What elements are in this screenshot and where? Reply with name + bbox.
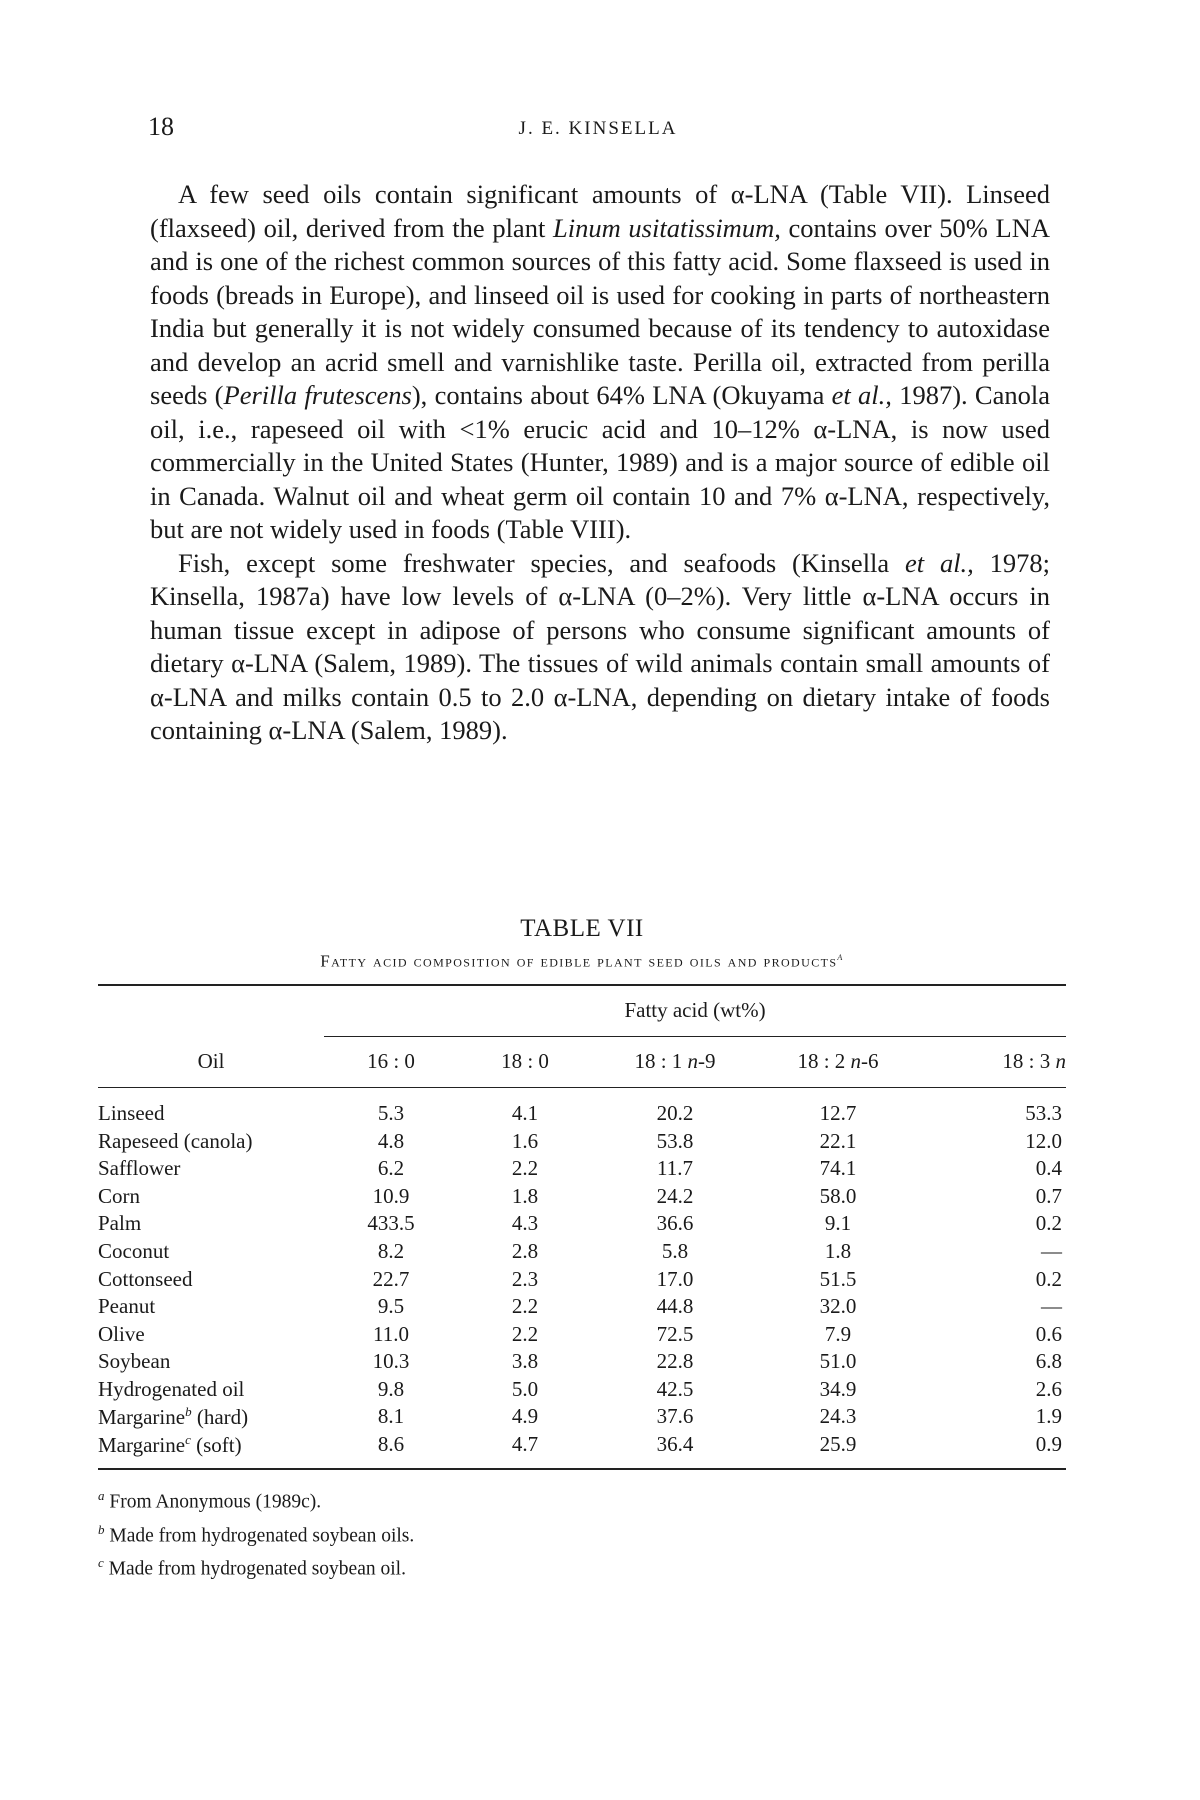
value-cell: 58.0: [819, 1183, 857, 1208]
value-cell: 0.2: [1035, 1266, 1062, 1291]
value-cell: 44.8: [656, 1294, 694, 1319]
oil-name-cell: [98, 1320, 324, 1348]
oil-name-cell: [98, 1210, 324, 1238]
italic-run: Linum usitatissimum,: [553, 212, 781, 243]
column-header-part: 18 : 2: [797, 1049, 851, 1074]
oil-name: Soybean: [98, 1349, 171, 1374]
value-cell: 6.8: [1035, 1349, 1062, 1374]
value-cell: 2.8: [511, 1238, 539, 1263]
oil-name: Olive: [98, 1321, 145, 1346]
value-cell: 51.5: [819, 1266, 857, 1291]
oil-name-suffix: (soft): [190, 1432, 242, 1457]
value-cell: 42.5: [656, 1376, 694, 1401]
oil-name: Linseed: [98, 1100, 165, 1125]
text-run: ), contains about 64% LNA (Okuyama: [411, 380, 832, 410]
text-run: 1978; Kinsella, 1987a) have low levels of α-LNA (0–2%). Very little α-LNA occurs in human tissue except in adipose of persons who consume significant amounts of dietary α-LNA (Salem, 1989). The tissues of wild animals contain small amounts of α-LNA and milks contain 0.5 to 2.0 α-LNA, depending on dietary intake of foods containing α-LNA (Salem, 1989).: [150, 547, 1050, 745]
italic-run: et al.,: [905, 547, 974, 578]
oil-name-cell: [98, 1293, 324, 1321]
column-header-18-1: [592, 1036, 758, 1087]
oil-name: Margarine: [98, 1432, 186, 1457]
oil-name-cell: [98, 1155, 324, 1183]
value-cell: 7.9: [824, 1321, 852, 1346]
oil-name-cell: [98, 1376, 324, 1404]
value-cell: 0.9: [1035, 1432, 1062, 1457]
value-cell: 10.9: [372, 1183, 410, 1208]
table-caption-text: Fatty acid composition of edible plant seed oils and products: [320, 951, 838, 971]
value-cell: 5.8: [661, 1238, 689, 1263]
value-cell: 24.3: [819, 1404, 857, 1429]
value-cell: 22.8: [656, 1349, 694, 1374]
value-cell: 0.2: [1035, 1211, 1062, 1236]
oil-name: Corn: [98, 1183, 140, 1208]
oil-name: Palm: [98, 1211, 142, 1236]
oil-name-suffix: (hard): [191, 1404, 249, 1429]
value-cell: 5.0: [511, 1376, 539, 1401]
value-cell: 24.2: [656, 1183, 694, 1208]
running-head: J. E. KINSELLA: [518, 118, 678, 139]
oil-name-cell: [98, 1431, 324, 1459]
value-cell: 10.3: [372, 1349, 410, 1374]
table-row: [98, 1320, 1066, 1348]
oil-name: Rapeseed (canola): [98, 1128, 253, 1153]
oil-name: Peanut: [98, 1294, 156, 1319]
table-row: [98, 1265, 1066, 1293]
table-body: [98, 1100, 1066, 1459]
table-caption: [98, 949, 1066, 972]
value-cell: 9.1: [824, 1211, 852, 1236]
value-cell: 37.6: [656, 1404, 694, 1429]
footnote: [98, 1549, 1066, 1583]
column-header-18-3: [918, 1036, 1066, 1087]
footnote-text: From Anonymous (1989c).: [104, 1491, 322, 1513]
value-cell: 1.6: [511, 1128, 539, 1153]
value-cell: 5.3: [377, 1100, 405, 1125]
table-footnotes: [98, 1482, 1066, 1583]
table-bottom-rule: [98, 1458, 1066, 1469]
header-blank: [98, 986, 324, 1037]
value-cell: 0.4: [1035, 1156, 1062, 1181]
value-cell: —: [1041, 1238, 1062, 1263]
value-cell: 11.0: [373, 1321, 409, 1346]
column-header-18-2: [758, 1036, 918, 1087]
table-row: [98, 1403, 1066, 1431]
value-cell: 8.6: [377, 1432, 405, 1457]
column-header-oil: Oil: [98, 1036, 324, 1087]
value-cell: 25.9: [819, 1432, 857, 1457]
oil-name-cell: [98, 1100, 324, 1128]
column-header-part: -9: [698, 1049, 716, 1074]
value-cell: 53.8: [656, 1128, 694, 1153]
table-title: TABLE VII: [520, 915, 644, 942]
oil-name-cell: [98, 1348, 324, 1376]
fatty-acid-table: [98, 986, 1066, 1471]
value-cell: 2.3: [511, 1266, 539, 1291]
value-cell: 2.2: [511, 1294, 539, 1319]
value-cell: 4.1: [511, 1100, 539, 1125]
value-cell: 3.8: [511, 1349, 539, 1374]
value-cell: 2.6: [1035, 1376, 1062, 1401]
value-cell: 11.7: [657, 1156, 693, 1181]
value-cell: 36.6: [656, 1211, 694, 1236]
oil-name: Safflower: [98, 1156, 181, 1181]
value-cell: 12.7: [819, 1100, 857, 1125]
oil-name-cell: [98, 1238, 324, 1266]
footnote: [98, 1516, 1066, 1550]
value-cell: 2.2: [511, 1321, 539, 1346]
footnote-marker: b: [98, 1521, 105, 1537]
table-vii: [98, 915, 1066, 1583]
value-cell: 1.8: [824, 1238, 852, 1263]
value-cell: 1.9: [1035, 1404, 1062, 1429]
table-row: [98, 1238, 1066, 1266]
value-cell: 9.5: [377, 1294, 405, 1319]
table-row: [98, 1182, 1066, 1210]
value-cell: 22.7: [372, 1266, 410, 1291]
page-number: 18: [148, 112, 174, 141]
paragraph-2: [150, 547, 1050, 748]
text-run: contains over 50% LNA and is one of the richest common sources of this fatty acid. Some flaxseed is used in foods (breads in Europe), and linseed oil is used for cooking in parts of northeastern India but generally it is not widely consumed because of its tendency to autoxidase and develop an acrid smell and varnishlike taste. Perilla oil, extracted from perilla seeds (: [150, 212, 1051, 410]
table-row: [98, 1127, 1066, 1155]
oil-name-cell: [98, 1182, 324, 1210]
table-row: [98, 1293, 1066, 1321]
column-header-part: n: [1055, 1049, 1066, 1074]
footnote-text: Made from hydrogenated soybean oil.: [103, 1558, 406, 1580]
header-spacer: [98, 1087, 1066, 1100]
value-cell: 2.2: [511, 1156, 539, 1181]
italic-run: Perilla frutescens: [223, 380, 412, 410]
value-cell: 6.2: [377, 1156, 405, 1181]
footnote-marker: a: [98, 1488, 105, 1504]
value-cell: 22.1: [819, 1128, 857, 1153]
column-header-part: -6: [861, 1049, 879, 1074]
oil-name-cell: [98, 1265, 324, 1293]
table-row: [98, 1155, 1066, 1183]
value-cell: 0.6: [1035, 1321, 1062, 1346]
italic-run: et al.,: [831, 380, 892, 410]
footnote-marker: a: [837, 949, 844, 963]
value-cell: 36.4: [656, 1432, 694, 1457]
value-cell: 0.7: [1035, 1183, 1062, 1208]
footnote-text: Made from hydrogenated soybean oils.: [104, 1525, 415, 1547]
value-cell: 4.8: [377, 1128, 405, 1153]
group-header: Fatty acid (wt%): [324, 986, 1066, 1037]
table-row: [98, 1348, 1066, 1376]
value-cell: 8.2: [377, 1238, 405, 1263]
value-cell: 9.8: [377, 1376, 405, 1401]
value-cell: 8.1: [377, 1404, 405, 1429]
oil-name-cell: [98, 1127, 324, 1155]
column-header-part: n: [850, 1049, 862, 1074]
value-cell: 32.0: [819, 1294, 857, 1319]
oil-name: Cottonseed: [98, 1266, 193, 1291]
text-run: A few seed oils contain significant amounts of α-LNA (Table VII). Linseed (flaxseed) oil, derived from the plant: [150, 179, 1050, 243]
value-cell: 72.5: [656, 1321, 694, 1346]
oil-name: Margarine: [98, 1404, 186, 1429]
table-row: [98, 1100, 1066, 1128]
value-cell: —: [1041, 1294, 1062, 1319]
value-cell: 12.0: [1025, 1128, 1062, 1153]
footnote-marker: c: [98, 1555, 104, 1571]
value-cell: 20.2: [656, 1100, 694, 1125]
value-cell: 1.8: [511, 1183, 539, 1208]
table-row: [98, 1210, 1066, 1238]
oil-name-cell: [98, 1403, 324, 1431]
value-cell: 53.3: [1025, 1100, 1062, 1125]
value-cell: 4.3: [511, 1211, 539, 1236]
oil-name: Hydrogenated oil: [98, 1376, 245, 1401]
table-row: [98, 1376, 1066, 1404]
paragraph-1: [150, 178, 1050, 547]
value-cell: 4.7: [511, 1432, 539, 1457]
value-cell: 4.9: [511, 1404, 539, 1429]
footnote-marker: c: [185, 1431, 191, 1447]
table-row: [98, 1431, 1066, 1459]
column-header-part: n: [687, 1049, 699, 1074]
text-run: 1987). Canola oil, i.e., rapeseed oil with <1% erucic acid and 10–12% α-LNA, is now used commercially in the United States (Hunter, 1989) and is a major source of edible oil in Canada. Walnut oil and wheat germ oil contain 10 and 7% α-LNA, respectively, but are not widely used in foods (Table VIII).: [150, 380, 1050, 544]
value-cell: 51.0: [819, 1349, 857, 1374]
column-header-part: 18 : 1: [634, 1049, 688, 1074]
value-cell: 74.1: [819, 1156, 857, 1181]
column-header-part: 18 : 3: [1002, 1049, 1056, 1074]
footnote-marker: b: [185, 1403, 192, 1419]
text-run: Fish, except some freshwater species, and seafoods (Kinsella: [178, 547, 905, 578]
oil-name: Coconut: [98, 1238, 170, 1263]
value-cell: 34.9: [819, 1376, 857, 1401]
page-header: [148, 112, 1048, 148]
value-cell: 17.0: [656, 1266, 694, 1291]
column-header-18-0: 18 : 0: [458, 1036, 592, 1087]
column-header-16-0: 16 : 0: [324, 1036, 458, 1087]
body-text: [150, 178, 1050, 748]
footnote: [98, 1482, 1066, 1516]
value-cell: 433.5: [367, 1211, 415, 1236]
